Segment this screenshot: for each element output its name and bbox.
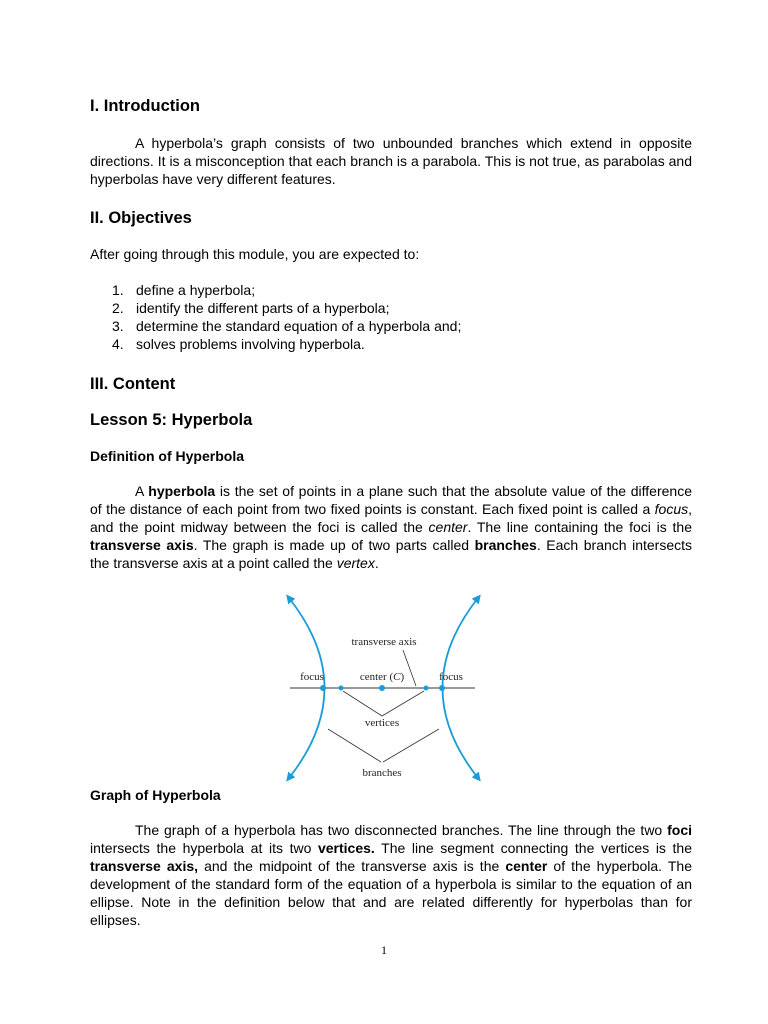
section-heading-objectives: II. Objectives [90,209,192,227]
section-heading-introduction: I. Introduction [90,97,200,115]
hyperbola-diagram [285,592,485,782]
center-point [379,685,385,691]
page-number: 1 [381,943,387,957]
vertices-pointer-left [343,691,382,716]
focus-right-point [439,685,445,691]
section-heading-content: III. Content [90,375,176,393]
objectives-lead: After going through this module, you are expected to: [90,246,420,262]
introduction-paragraph: A hyperbola’s graph consists of two unbounded branches which extend in opposite directions. It is a misconception that each branch is a parabola. This is not true, as parabolas and hyperbolas have very different features. [90,135,692,187]
list-item: 1. define a hyperbola; [112,282,256,298]
branches-label: branches [362,767,402,779]
list-item: 4. solves problems involving hyperbola. [112,336,365,352]
focus-left-label: focus [300,671,324,683]
definition-heading: Definition of Hyperbola [90,448,244,464]
focus-left-point [320,685,326,691]
transverse-axis-label: transverse axis [351,636,417,648]
graph-heading: Graph of Hyperbola [90,787,221,803]
branches-pointer-left [328,729,381,762]
graph-paragraph: The graph of a hyperbola has two disconnected branches. The line through the two foci intersects the hyperbola at its two vertices. The line segment connecting the vertices is the transverse axis, and the midpoint of the transverse axis is the center of the hyperbola. The development of the standard form of the equation of a hyperbola is similar to the equation of an ellipse. Note in the definition below that and are related differently for hyperbolas than for ellipses. [90,822,692,928]
center-label: center (C) [359,671,405,683]
list-item: 3. determine the standard equation of a hyperbola and; [112,318,462,334]
vertex-left-point [339,686,344,691]
lesson-title: Lesson 5: Hyperbola [90,411,253,429]
vertex-right-point [424,686,429,691]
vertices-label: vertices [364,717,400,729]
vertices-pointer-right [382,691,424,716]
definition-paragraph: A hyperbola is the set of points in a plane such that the absolute value of the difference of the distance of each point from two fixed points is constant. Each fixed point is called a focus, and the point midway between the foci is called the center. The line containing the foci is the transverse axis. The graph is made up of two parts called branches. Each branch intersects the transverse axis at a point called the vertex. [90,483,693,571]
focus-right-label: focus [439,671,463,683]
branches-pointer-right [383,729,439,762]
transverse-axis-pointer [403,650,416,686]
list-item: 2. identify the different parts of a hyperbola; [112,300,390,316]
objectives-list [90,281,461,353]
